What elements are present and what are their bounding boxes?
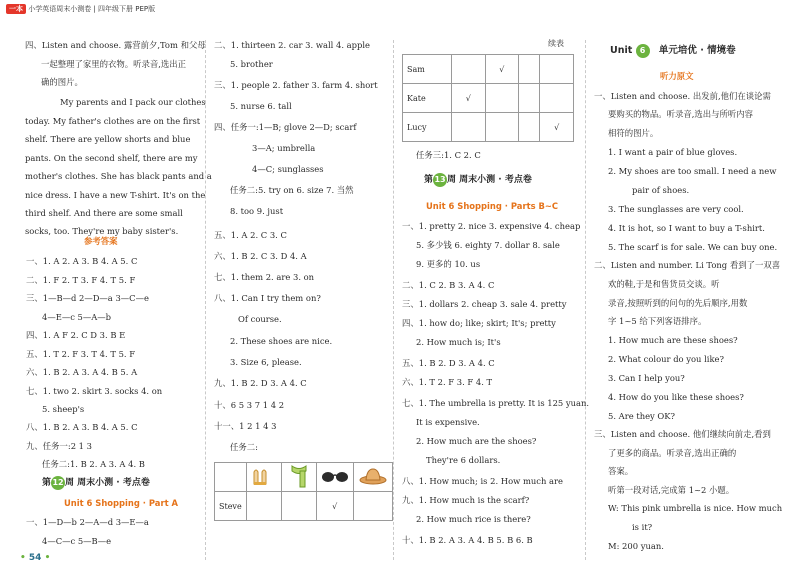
answer-line: 3—A; umbrella — [252, 143, 316, 153]
answer-line: third shelf. And there are some small — [25, 208, 183, 218]
table-cell — [452, 113, 486, 142]
answer-line: My parents and I pack our clothes — [60, 97, 206, 107]
check-mark-icon: √ — [452, 84, 486, 113]
answer-line: 十、1. B 2. A 3. A 4. B 5. B 6. B — [402, 535, 533, 545]
answer-line: 六、1. T 2. F 3. F 4. T — [402, 377, 493, 387]
answer-line: 2. How much rice is there? — [416, 514, 531, 524]
answer-line: 七、1. The umbrella is pretty. It is 125 yuan. — [402, 398, 590, 408]
answer-line: 8. too 9. just — [230, 206, 284, 216]
answer-line: W: This pink umbrella is nice. How much — [608, 503, 783, 513]
unit-title: Unit 6 Shopping · Part A — [64, 498, 178, 508]
answer-line: mother's clothes. She has black pants and a — [25, 171, 212, 181]
answer-line: 5. The scarf is for sale. We can buy one. — [608, 242, 778, 252]
sunglasses-icon — [316, 463, 353, 492]
series-title: 小学英语周末小测卷 | 四年级下册 PEP版 — [28, 5, 156, 13]
answer-line: It is expensive. — [416, 417, 480, 427]
answer-line: 七、1. two 2. skirt 3. socks 4. on — [26, 386, 163, 396]
answer-line: 9. 更多的 10. us — [416, 259, 481, 269]
answer-line: 十、6 5 3 7 1 4 2 — [214, 400, 285, 410]
answer-line: 八、1. Can I try them on? — [214, 293, 321, 303]
answer-line: 三、1. people 2. father 3. farm 4. short — [214, 80, 378, 90]
answer-line: pair of shoes. — [632, 185, 690, 195]
q4-title: 一起整理了家里的衣物。听录音,选出正 — [41, 59, 187, 69]
column-divider — [205, 40, 206, 560]
answer-line: 九、1. How much is the scarf? — [402, 495, 530, 505]
answer-line: 5. 多少钱 6. eighty 7. dollar 8. sale — [416, 240, 560, 250]
answer-line: 2. My shoes are too small. I need a new — [608, 166, 777, 176]
answer-line: shelf. There are yellow shorts and blue — [25, 134, 191, 144]
week-title: 周 周末小测 · 考点卷 — [65, 478, 150, 488]
table-row-label: Kate — [403, 84, 452, 113]
answer-line: 一、Listen and choose. 出发前,他们在谈论需 — [594, 91, 771, 101]
answer-line: 4. It is hot, so I want to buy a T-shirt. — [608, 223, 765, 233]
answer-line: 四、1. how do; like; skirt; It's; pretty — [402, 318, 556, 328]
page-number: • 54 • — [20, 553, 51, 563]
listening-script-title: 听力原文 — [660, 71, 694, 81]
answer-line: M: 200 yuan. — [608, 541, 664, 551]
unit-badge: 6 — [636, 44, 650, 58]
table-cell — [452, 55, 486, 84]
series-tag: 一本 — [6, 4, 26, 14]
answer-line: 2. These shoes are nice. — [230, 336, 333, 346]
answer-line: 2. What colour do you like? — [608, 354, 724, 364]
answer-line: They're 6 dollars. — [426, 455, 501, 465]
answer-line: 二、1. C 2. B 3. A 4. C — [402, 280, 495, 290]
answer-line: 4. How do you like these shoes? — [608, 392, 744, 402]
week-title: 周 周末小测 · 考点卷 — [447, 175, 532, 185]
table-row-label: Sam — [403, 55, 452, 84]
unit-label: Unit — [610, 45, 633, 56]
answer-line: 六、1. B 2. A 3. A 4. B 5. A — [26, 367, 138, 377]
answer-line: 任务三:1. C 2. C — [416, 150, 481, 160]
table-corner — [215, 463, 247, 492]
column-4 — [594, 0, 792, 574]
page-number-text: 54 — [28, 553, 42, 563]
answer-line: 一、1. A 2. A 3. B 4. A 5. C — [26, 256, 138, 266]
check-mark-icon: √ — [485, 55, 519, 84]
answer-line: 要购买的物品。听录音,选出与所听内容 — [608, 109, 754, 119]
answer-line: 任务二:1. B 2. A 3. A 4. B — [42, 459, 145, 469]
answer-line: 答案。 — [608, 466, 634, 476]
answer-line: 二、Listen and number. Li Tong 看到了一双喜 — [594, 260, 781, 270]
table-cell — [246, 492, 281, 521]
answer-line: 了更多的商品。听录音,选出正确的 — [608, 448, 737, 458]
gloves-icon — [246, 463, 281, 492]
answer-line: 三、Listen and choose. 他们继续向前走,看到 — [594, 429, 771, 439]
scarf-icon — [281, 463, 316, 492]
answer-line: 五、1. T 2. F 3. T 4. T 5. F — [26, 349, 136, 359]
answer-table-names — [402, 54, 574, 142]
q4-title: 确的图片。 — [41, 77, 83, 87]
table-cell — [540, 55, 574, 84]
answer-line: 4—C; sunglasses — [252, 164, 324, 174]
answer-line: 2. How much are the shoes? — [416, 436, 537, 446]
answer-line: 5. brother — [230, 59, 273, 69]
column-divider — [393, 40, 394, 560]
answer-line: 三、1. dollars 2. cheap 3. sale 4. pretty — [402, 299, 567, 309]
answer-table-items — [214, 462, 393, 521]
answer-line: 任务二: — [230, 442, 258, 452]
answer-line: 一、1. pretty 2. nice 3. expensive 4. cheap — [402, 221, 581, 231]
check-mark-icon: √ — [316, 492, 353, 521]
answer-line: 听第一段对话,完成第 1~2 小题。 — [608, 485, 735, 495]
answer-line: 录音,按照听到的问句的先后顺序,用数 — [608, 298, 748, 308]
table-cell — [519, 55, 540, 84]
answer-line: 5. sheep's — [42, 404, 85, 414]
answer-line: 八、1. B 2. A 3. B 4. A 5. C — [26, 422, 138, 432]
answer-line: 五、1. B 2. D 3. A 4. C — [402, 358, 495, 368]
answer-line: 4—E—c 5—A—b — [42, 312, 112, 322]
answer-line: 六、1. B 2. C 3. D 4. A — [214, 251, 307, 261]
answer-line: 3. Can I help you? — [608, 373, 685, 383]
answer-line: 一、1—D—b 2—A—d 3—E—a — [26, 517, 149, 527]
week-badge: 13 — [433, 173, 447, 187]
table-row-label: Steve — [215, 492, 247, 521]
column-1 — [25, 0, 212, 574]
column-3 — [402, 0, 590, 574]
q4-title: 四、Listen and choose. 露营前夕,Tom 和父母 — [25, 40, 206, 50]
answer-line: 3. The sunglasses are very cool. — [608, 204, 744, 214]
answer-line: 三、1—B—d 2—D—a 3—C—e — [26, 293, 149, 303]
answer-line: 5. Are they OK? — [608, 411, 676, 421]
answer-line: is it? — [632, 522, 653, 532]
answer-line: socks, too. They're my baby sister's. — [25, 226, 179, 236]
check-mark-icon: √ — [540, 113, 574, 142]
column-divider — [585, 40, 586, 560]
answer-line: 四、任务一:1—B; glove 2—D; scarf — [214, 122, 357, 132]
answer-line: pants. On the second shelf, there are my — [25, 153, 198, 163]
answer-line: 七、1. them 2. are 3. on — [214, 272, 315, 282]
table-row-label: Lucy — [403, 113, 452, 142]
table-cell — [540, 84, 574, 113]
answer-line: 任务二:5. try on 6. size 7. 当然 — [230, 185, 354, 195]
week-prefix: 第 — [42, 478, 52, 488]
table-cell — [281, 492, 316, 521]
answers-title: 参考答案 — [84, 236, 118, 246]
answer-line: 四、1. A F 2. C D 3. B E — [26, 330, 126, 340]
answer-line: 1. I want a pair of blue gloves. — [608, 147, 738, 157]
answer-line: 字 1~5 给下列客语排序。 — [608, 316, 707, 326]
answer-line: 2. How much is; It's — [416, 337, 501, 347]
continued-label: 续表 — [548, 39, 564, 48]
answer-line: 二、1. F 2. T 3. F 4. T 5. F — [26, 275, 136, 285]
unit-6-heading — [610, 44, 736, 58]
week-12-heading — [42, 476, 150, 490]
answer-line: 3. Size 6, please. — [230, 357, 302, 367]
answer-line: 二、1. thirteen 2. car 3. wall 4. apple — [214, 40, 371, 50]
answer-line: 4—C—c 5—B—e — [42, 536, 112, 546]
column-2 — [214, 0, 390, 574]
answer-line: 相符的图片。 — [608, 128, 659, 138]
answer-line: Of course. — [238, 314, 282, 324]
hat-icon — [353, 463, 392, 492]
week-badge: 12 — [51, 476, 65, 490]
answer-line: 5. nurse 6. tall — [230, 101, 292, 111]
answer-line: 1. How much are these shoes? — [608, 335, 738, 345]
answer-line: today. My father's clothes are on the first — [25, 116, 201, 126]
answer-line: 欢的鞋,于是和售货员交谈。听 — [608, 279, 720, 289]
answer-line: nice dress. I have a new T-shirt. It's on the — [25, 190, 206, 200]
week-prefix: 第 — [424, 175, 434, 185]
answer-line: 八、1. How much; is 2. How much are — [402, 476, 563, 486]
answer-line: 十一、1 2 1 4 3 — [214, 421, 277, 431]
answer-line: 五、1. A 2. C 3. C — [214, 230, 287, 240]
unit-title: 单元培优 · 情境卷 — [658, 45, 736, 56]
week-13-heading — [424, 173, 532, 187]
answer-line: 九、任务一:2 1 3 — [26, 441, 93, 451]
unit-title: Unit 6 Shopping · Parts B~C — [426, 201, 559, 211]
table-cell — [485, 84, 519, 113]
table-cell — [519, 113, 540, 142]
answer-line: 九、1. B 2. D 3. A 4. C — [214, 378, 307, 388]
table-cell — [485, 113, 519, 142]
table-cell — [353, 492, 392, 521]
table-cell — [519, 84, 540, 113]
